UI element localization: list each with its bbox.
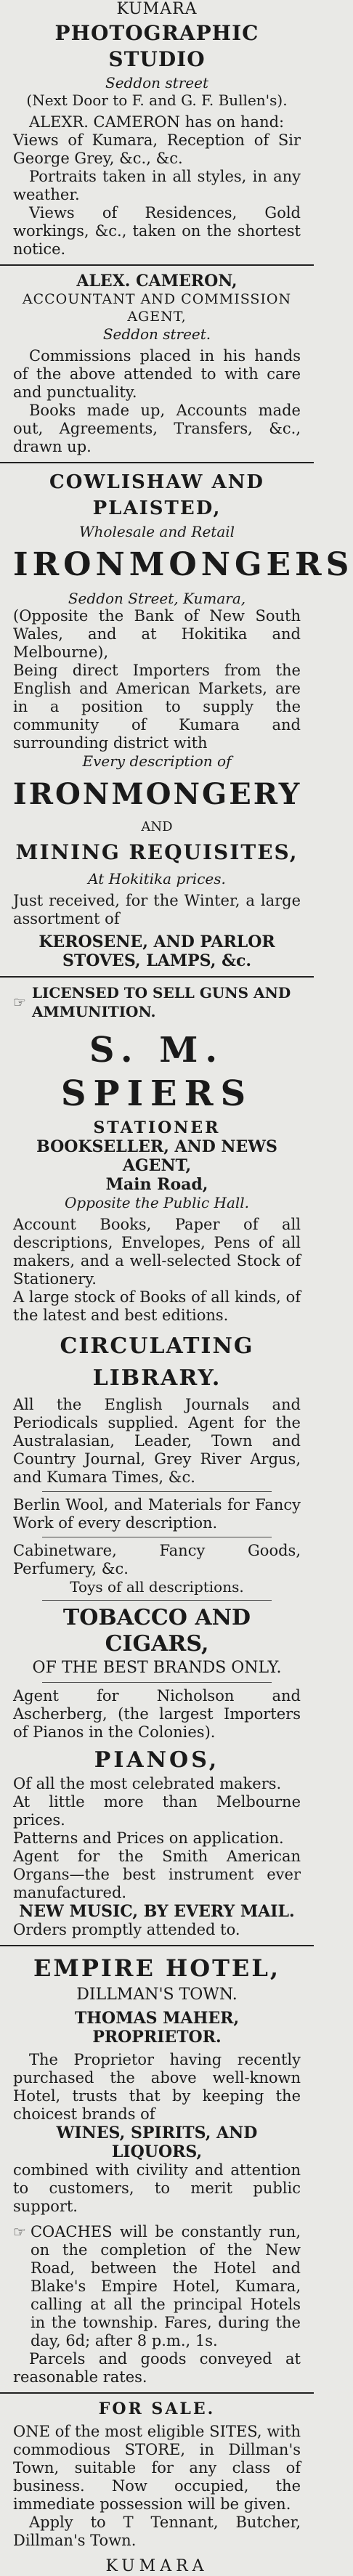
spiers-name: S. M. SPIERS xyxy=(60,1030,253,1114)
ironmongers-prices: At Hokitika prices. xyxy=(88,870,226,887)
studio-portraits: Portraits taken in all styles, in any weather. xyxy=(13,168,301,203)
accountant-name: ALEX. CAMERON, xyxy=(76,272,238,290)
ironmongery-heading: IRONMONGERY xyxy=(13,777,302,811)
spiers-account-books: Account Books, Paper of all descriptions, Envelopes, Pens of all makers, and a well-selected Stock of Stationery. xyxy=(13,1216,301,1288)
divider xyxy=(0,1945,314,1946)
divider xyxy=(0,976,314,978)
pointing-hand-icon: ☞ xyxy=(13,2223,26,2240)
licensed-row xyxy=(13,983,301,1021)
ironmongers-trade: Wholesale and Retail xyxy=(78,523,235,540)
divider xyxy=(42,1491,272,1492)
spiers-ad xyxy=(0,983,314,1939)
accountant-ad xyxy=(0,272,314,456)
ironmongers-every: Every description of xyxy=(82,752,232,770)
spiers-bookseller: BOOKSELLER, AND NEWS AGENT, xyxy=(36,1137,277,1175)
divider xyxy=(42,1600,272,1601)
studio-town: KUMARA xyxy=(116,0,198,18)
spiers-cabinetware: Cabinetware, Fancy Goods, Perfumery, &c. xyxy=(13,1542,301,1577)
studio-title: PHOTOGRAPHIC STUDIO xyxy=(54,21,259,71)
hotel-ad xyxy=(0,1952,314,2386)
ironmongers-importers: Being direct Importers from the English and American Markets, are in a position to supply the community of Kumara and surrounding district with xyxy=(13,662,301,752)
hotel-wines: WINES, SPIRITS, AND LIQUORS, xyxy=(56,2124,258,2161)
ironmongers-and: AND xyxy=(141,819,173,834)
spiers-makers: Of all the most celebrated makers. xyxy=(13,1775,282,1792)
studio-street: Seddon street xyxy=(105,74,208,92)
spiers-organs: Agent for the Smith American Organs—the best instrument ever manufactured. xyxy=(13,1848,301,1901)
spiers-books-stock: A large stock of Books of all kinds, of the latest and best editions. xyxy=(13,1288,301,1324)
spiers-melbourne: At little more than Melbourne prices. xyxy=(13,1793,301,1829)
spiers-pianos: PIANOS, xyxy=(94,1747,220,1773)
divider xyxy=(0,264,314,266)
spiers-tobacco: TOBACCO AND CIGARS, xyxy=(62,1605,251,1657)
hotel-purchased: The Proprietor having recently purchased the above well-known Hotel, trusts that by keeping the choicest brands of xyxy=(13,2051,301,2123)
spiers-journals: All the English Journals and Periodicals supplied. Agent for the Australasian, Leader, Town and Country Journal, Grey River Argus, and Kumara Times, &c. xyxy=(13,1396,301,1486)
ironmongers-street: Seddon Street, Kumara, xyxy=(68,590,246,607)
spiers-main-road: Main Road, xyxy=(105,1175,208,1194)
spiers-orders: Orders promptly attended to. xyxy=(13,1921,240,1938)
spiers-nicholson: Agent for Nicholson and Ascherberg, (the largest Importers of Pianos in the Colonies). xyxy=(13,1687,301,1741)
studio-residences: Views of Residences, Gold workings, &c., taken on the shortest notice. xyxy=(13,204,301,258)
hotel-location: DILLMAN'S TOWN. xyxy=(76,1986,238,2004)
ironmongers-heading: IRONMONGERS xyxy=(13,546,353,583)
hotel-proprietor: THOMAS MAHER, PROPRIETOR. xyxy=(74,2009,240,2047)
studio-views: Views of Kumara, Reception of Sir George Grey, &c., &c. xyxy=(13,131,301,167)
sale-apply: Apply to T Tennant, Butcher, Dillman's Town. xyxy=(13,2514,301,2549)
accountant-books: Books made up, Accounts made out, Agreements, Transfers, &c., drawn up. xyxy=(13,402,301,455)
accountant-street: Seddon street. xyxy=(102,325,211,343)
ironmongers-kerosene: KEROSENE, AND PARLOR STOVES, LAMPS, &c. xyxy=(38,933,275,970)
divider xyxy=(0,2392,314,2394)
spiers-best: OF THE BEST BRANDS ONLY. xyxy=(32,1659,282,1677)
hotel-parcels: Parcels and goods conveyed at reasonable rates. xyxy=(13,2350,301,2386)
sale-ad xyxy=(0,2400,314,2576)
hotel-coaches: COACHES will be constantly run, on the completion of the New Road, between the Hotel and Blake's Empire Hotel, Kumara, calling at all the principal Hotels in the township. Fares, during the day, 6d; after 8 p.m., 1s. xyxy=(30,2223,301,2349)
accountant-title: ACCOUNTANT AND COMMISSION AGENT, xyxy=(22,291,292,325)
ironmongers-winter: Just received, for the Winter, a large assortment of xyxy=(13,892,301,927)
sale-text: ONE of the most eligible SITES, with commodious STORE, in Dillman's Town, suitable for any class of business. Now occupied, the immediate possession will be given. xyxy=(13,2423,301,2513)
sale-heading: FOR SALE. xyxy=(98,2400,216,2418)
spiers-library: CIRCULATING LIBRARY. xyxy=(60,1333,254,1391)
hotel-civility: combined with civility and attention to customers, to merit public support. xyxy=(13,2161,301,2215)
studio-owner: ALEXR. CAMERON has on hand: xyxy=(29,113,285,131)
divider xyxy=(42,1682,272,1683)
sale-tail: KUMARA xyxy=(105,2557,208,2575)
ironmongers-mining: MINING REQUISITES, xyxy=(15,840,299,864)
pointing-hand-icon: ☞ xyxy=(13,994,26,1011)
ironmongers-ad xyxy=(0,469,353,970)
studio-next-door: (Next Door to F. and G. F. Bullen's). xyxy=(26,92,288,109)
ironmongers-opposite: (Opposite the Bank of New South Wales, and at Hokitika and Melbourne), xyxy=(13,607,301,661)
accountant-commissions: Commissions placed in his hands of the above attended to with care and punctuality. xyxy=(13,347,301,401)
coaches-row xyxy=(13,2223,301,2350)
studio-ad xyxy=(0,0,314,259)
spiers-music: NEW MUSIC, BY EVERY MAIL. xyxy=(19,1902,295,1921)
spiers-toys: Toys of all descriptions. xyxy=(70,1578,244,1596)
spiers-patterns: Patterns and Prices on application. xyxy=(13,1829,284,1847)
spiers-opposite: Opposite the Public Hall. xyxy=(64,1194,250,1211)
spiers-berlin: Berlin Wool, and Materials for Fancy Work of every description. xyxy=(13,1496,301,1532)
spiers-licensed: LICENSED TO SELL GUNS AND AMMUNITION. xyxy=(31,984,291,1020)
divider xyxy=(0,462,314,463)
hotel-name: EMPIRE HOTEL, xyxy=(33,1954,280,1982)
ironmongers-firm: COWLISHAW AND PLAISTED, xyxy=(49,471,264,519)
spiers-stationer: STATIONER xyxy=(93,1118,221,1137)
